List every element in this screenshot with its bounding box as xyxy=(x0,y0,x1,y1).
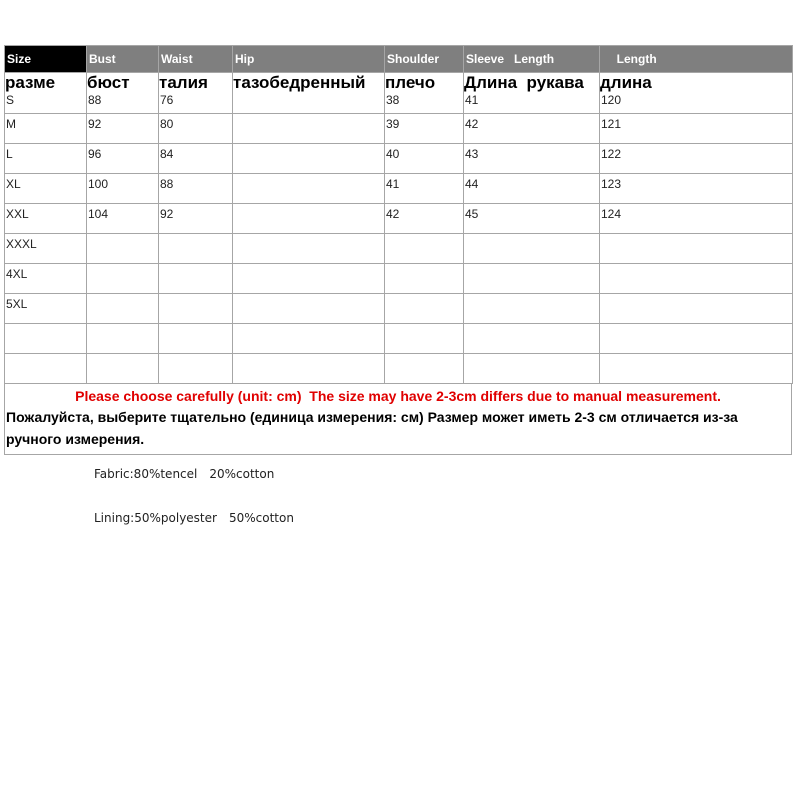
header-shoulder: Shoulder xyxy=(385,46,464,73)
header-sleeve-length: Sleeve Length xyxy=(464,46,600,73)
notice-russian: Пожалуйста, выберите тщательно (единица измерения: см) Размер может иметь 2-3 см отличается из-за ручного измерения. xyxy=(6,409,738,447)
table-cell xyxy=(233,324,385,354)
table-cell: 40 xyxy=(385,144,464,174)
table-row xyxy=(5,294,793,324)
table-cell: S xyxy=(5,93,87,114)
table-cell: 123 xyxy=(600,174,793,204)
table-row xyxy=(5,114,793,144)
fabric-composition xyxy=(94,467,274,481)
fabric-label: Fabric:80%tencel xyxy=(94,467,198,481)
table-cell xyxy=(5,354,87,384)
table-cell: 41 xyxy=(464,93,600,114)
table-cell xyxy=(464,234,600,264)
header-row-russian xyxy=(5,73,793,94)
table-cell xyxy=(159,294,233,324)
table-cell xyxy=(87,234,159,264)
header-sleeve-length-ru: Длина рукава xyxy=(464,73,600,94)
table-cell xyxy=(159,324,233,354)
table-cell: 42 xyxy=(385,204,464,234)
table-cell xyxy=(464,294,600,324)
table-cell: 122 xyxy=(600,144,793,174)
table-cell xyxy=(385,354,464,384)
header-size: Size xyxy=(5,46,87,73)
table-cell xyxy=(233,294,385,324)
header-size-ru: разме xyxy=(5,73,87,94)
table-cell xyxy=(464,324,600,354)
table-cell: 4XL xyxy=(5,264,87,294)
table-cell xyxy=(233,174,385,204)
header-waist-ru: талия xyxy=(159,73,233,94)
table-cell xyxy=(233,204,385,234)
lining-label: Lining:50%polyester xyxy=(94,511,217,525)
table-cell xyxy=(87,354,159,384)
table-cell: L xyxy=(5,144,87,174)
table-cell: XL xyxy=(5,174,87,204)
table-cell xyxy=(464,264,600,294)
table-cell xyxy=(159,354,233,384)
header-hip-ru: тазобедренный xyxy=(233,73,385,94)
header-hip: Hip xyxy=(233,46,385,73)
table-cell xyxy=(87,294,159,324)
table-cell xyxy=(600,264,793,294)
table-row xyxy=(5,204,793,234)
lining-composition xyxy=(94,511,294,525)
table-cell xyxy=(385,234,464,264)
table-cell: 121 xyxy=(600,114,793,144)
table-cell xyxy=(159,234,233,264)
table-cell: 76 xyxy=(159,93,233,114)
table-cell: 41 xyxy=(385,174,464,204)
notice-english: Please choose carefully (unit: cm) The size may have 2-3cm differs due to manual measurement. xyxy=(75,388,721,404)
header-row-english xyxy=(5,46,793,73)
header-bust-ru: бюст xyxy=(87,73,159,94)
table-cell: 80 xyxy=(159,114,233,144)
table-row xyxy=(5,354,793,384)
lining-second: 50%cotton xyxy=(228,511,294,525)
header-shoulder-ru: плечо xyxy=(385,73,464,94)
table-cell xyxy=(233,93,385,114)
table-row xyxy=(5,234,793,264)
table-cell: 44 xyxy=(464,174,600,204)
table-cell: 42 xyxy=(464,114,600,144)
table-cell xyxy=(464,354,600,384)
size-chart xyxy=(4,45,792,455)
table-cell: 104 xyxy=(87,204,159,234)
table-cell xyxy=(233,144,385,174)
table-cell: 124 xyxy=(600,204,793,234)
table-cell xyxy=(600,354,793,384)
header-waist: Waist xyxy=(159,46,233,73)
table-cell: 39 xyxy=(385,114,464,144)
table-cell xyxy=(385,324,464,354)
table-cell xyxy=(159,264,233,294)
table-cell: 96 xyxy=(87,144,159,174)
table-cell xyxy=(5,324,87,354)
table-cell: 45 xyxy=(464,204,600,234)
table-cell xyxy=(233,354,385,384)
table-cell xyxy=(87,264,159,294)
table-cell xyxy=(600,294,793,324)
table-row xyxy=(5,324,793,354)
header-bust: Bust xyxy=(87,46,159,73)
table-cell xyxy=(385,294,464,324)
table-cell: 92 xyxy=(87,114,159,144)
table-cell xyxy=(87,324,159,354)
size-table xyxy=(4,45,793,384)
table-row xyxy=(5,93,793,114)
table-cell: 5XL xyxy=(5,294,87,324)
table-cell: 92 xyxy=(159,204,233,234)
table-cell xyxy=(233,114,385,144)
table-cell: 88 xyxy=(159,174,233,204)
table-cell: 38 xyxy=(385,93,464,114)
table-cell xyxy=(233,234,385,264)
table-row xyxy=(5,264,793,294)
header-length: Length xyxy=(600,46,793,73)
measurement-notice xyxy=(4,384,792,455)
fabric-second: 20%cotton xyxy=(209,467,275,481)
table-cell xyxy=(233,264,385,294)
table-cell: 88 xyxy=(87,93,159,114)
header-length-ru: длина xyxy=(600,73,793,94)
table-cell: 84 xyxy=(159,144,233,174)
table-cell xyxy=(600,324,793,354)
table-cell: XXL xyxy=(5,204,87,234)
table-cell: XXXL xyxy=(5,234,87,264)
table-cell xyxy=(385,264,464,294)
table-cell xyxy=(600,234,793,264)
table-row xyxy=(5,144,793,174)
table-cell: 43 xyxy=(464,144,600,174)
table-row xyxy=(5,174,793,204)
table-cell: M xyxy=(5,114,87,144)
table-cell: 120 xyxy=(600,93,793,114)
table-cell: 100 xyxy=(87,174,159,204)
